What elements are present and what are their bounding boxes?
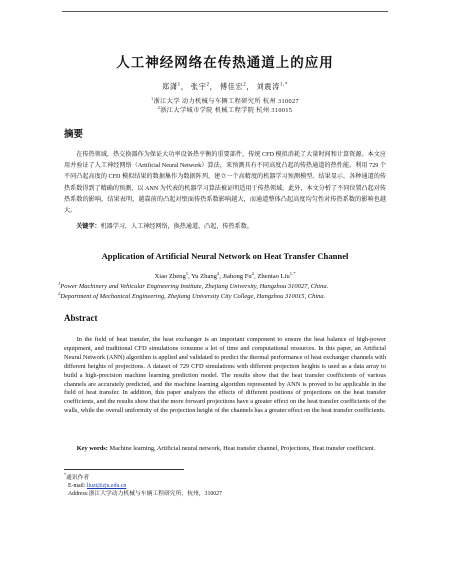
keywords-cn (64, 221, 386, 230)
affiliation-mark: 2 (157, 104, 161, 110)
affiliation-mark: 1 (151, 95, 154, 101)
affiliation-cn (0, 105, 450, 114)
affiliation-mark: 2 (58, 290, 61, 296)
affiliation-text: Department of Mechanical Engineering, Zhejiang University City College, Hangzhou 310015, China. (60, 293, 326, 300)
footnote-title (64, 474, 89, 482)
footnote-title-text: 通讯作者 (66, 475, 90, 481)
footnote-email (68, 482, 126, 490)
author-mark: 1,* (279, 82, 288, 88)
abstract-heading-en: Abstract (64, 313, 98, 323)
keywords-en (64, 445, 386, 454)
author-name: 张宇 (190, 83, 207, 91)
header-rule (62, 11, 388, 12)
author-mark: 2 (251, 270, 255, 276)
author-mark: 2 (216, 270, 220, 276)
author-list-cn: 郑潇$^1$， 张宇$^2$， 傅佳宏$^2$， 刘震涛$^{1,*}$ (162, 82, 288, 91)
affiliation-en (58, 290, 410, 300)
author-mark: 2 (206, 82, 210, 88)
abstract-body-cn: 在传热领域，热交换器作为保证大功率设备热平衡的重要部件，传统 CFD 模拟消耗了大量时间和计算资源。本文应用并验证了人工神经网络（Artificial Neural Network）算法，来预测具有不同高度凸起的传热通道的热性能。利用 729 个不同凸起高度的 CFD 模拟结果的数据集作为数据阵列，建立一个高精度的机器学习预测模型。结果显示，各种通道的传热系数得到了精确的预测，以 ANN 为代表的机器学习算法被证明适用于传热领域。此外，本文分析了不同位置凸起对传热系数的影响，结果表明，越靠前的凸起对壁面传热系数影响越大，而通道整体凸起高度均匀性对传热系数的影响也越大。 (64, 152, 386, 215)
email-label: E-mail: (68, 483, 87, 489)
author-name: Zhentao Liu (257, 273, 290, 280)
affiliation-mark: 1 (58, 280, 61, 286)
author-name: 傅佳宏 (219, 83, 244, 91)
paper-title-cn: 人工神经网络在传热通道上的应用 (116, 55, 334, 70)
footnote-mark: * (64, 472, 67, 478)
abstract-body-en: In the field of heat transfer, the heat exchanger is an important component to ensure the heat balance of high-power equipment, and traditional CFD simulations consume a lot of time and computational resources. In this paper, an Artificial Neural Network (ANN) algorithm is applied and validated to predict the thermal performance of heat exchanger channels with different heights of projections. A dataset of 729 CFD simulations with different projection heights is used as a data array to build a high-precision machine learning prediction model. The results show that the heat transfer coefficients of various channels are accurately predicted, and the machine learning algorithm represented by ANN is proved to be applicable in the field of heat transfer. In addition, this paper analyzes the effects of different positions of projections on the heat transfer coefficients, and the results show that the more forward projections have a greater effect on the heat transfer coefficients of the walls, while the overall uniformity of the projection height of the channels has a greater effect on the heat transfer coefficients. (64, 336, 386, 415)
email-link[interactable]: liuzt@zju.edu.cn (86, 483, 127, 489)
affiliation-cn (0, 96, 450, 105)
affiliation-text: Power Machinery and Vehicular Engineering Institute, Zhejiang University, Hangzhou 310027, China. (60, 283, 329, 290)
footnote-address: Address:浙江大学动力机械与车辆工程研究所，杭州，310027 (68, 491, 222, 497)
author-mark: 2 (243, 82, 247, 88)
author-name: Jiahong Fu (222, 273, 252, 280)
footnote-rule (64, 469, 184, 470)
keywords-label: Key words: (76, 445, 108, 452)
paper-title-en: Application of Artificial Neural Network on Heat Transfer Channel (101, 251, 349, 261)
author-name: 郑潇 (162, 83, 178, 91)
author-name: 刘震涛 (256, 83, 280, 91)
affiliation-en (58, 280, 410, 290)
keywords-label: 关键字： (76, 224, 101, 230)
author-list-en: Xiao Zheng$^1$, Yu Zhang$^2$, Jiahong Fu$^2$, Zhentao Liu$^{1,*}$ (154, 270, 296, 280)
author-mark: 1 (177, 82, 181, 88)
affiliation-text: 浙江大学城市学院 机械工程学院 杭州 310015 (160, 107, 293, 114)
abstract-heading-cn: 摘要 (64, 130, 84, 140)
keywords-text: Machine learning, Artificial neural network, Heat transfer channel, Projections, Heat transfer coefficient. (109, 445, 376, 452)
author-mark: 1,* (289, 270, 296, 276)
author-name: Xiao Zheng (154, 273, 186, 280)
affiliation-text: 浙江大学 动力机械与车辆工程研究所 杭州 310027 (153, 98, 299, 105)
author-name: Yu Zhang (191, 273, 217, 280)
author-mark: 1 (185, 270, 189, 276)
keywords-text: 机器学习，人工神经网络，换热通道，凸起，传热系数。 (100, 224, 253, 230)
